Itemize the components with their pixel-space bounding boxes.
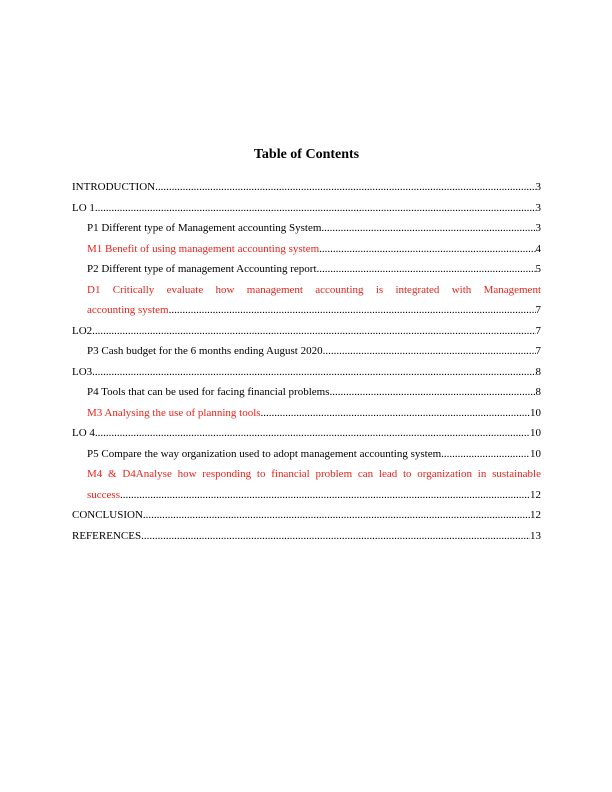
- toc-entry-page: 12: [530, 509, 541, 521]
- toc-entry-lo4[interactable]: [72, 423, 541, 444]
- toc-list: [72, 177, 541, 546]
- toc-entry-page: 12: [530, 488, 541, 501]
- toc-leader-dots: [321, 218, 535, 239]
- toc-leader-dots: [261, 403, 530, 424]
- toc-entry-text: INTRODUCTION: [72, 181, 156, 193]
- toc-entry-m3[interactable]: [72, 403, 541, 424]
- toc-leader-dots: [120, 485, 530, 506]
- toc-entry-text: LO 1: [72, 201, 95, 214]
- toc-entry-page: 7: [535, 324, 541, 337]
- toc-leader-dots: [441, 444, 530, 465]
- toc-entry-page: 7: [535, 304, 541, 316]
- toc-leader-dots: [317, 259, 536, 280]
- toc-entry-text-line2: success: [87, 488, 120, 501]
- toc-entry-page: 7: [535, 345, 541, 357]
- toc-entry-lo1[interactable]: [72, 198, 541, 219]
- toc-entry-conclusion[interactable]: [72, 505, 541, 526]
- toc-leader-dots: [95, 198, 536, 219]
- toc-entry-text: P1 Different type of Management accounting System: [87, 222, 322, 234]
- toc-entry-text-line1: M4 & D4Analyse how responding to financial problem can lead to organization in sustainable: [87, 468, 541, 480]
- toc-entry-text: LO2: [72, 324, 93, 337]
- toc-entry-introduction[interactable]: [72, 177, 541, 198]
- toc-entry-text-line2: accounting system: [87, 304, 169, 316]
- toc-entry-text: P3 Cash budget for the 6 months ending August 2020: [87, 345, 323, 357]
- toc-entry-page: 8: [535, 386, 541, 398]
- toc-entry-m1[interactable]: [72, 239, 541, 260]
- toc-entry-p5[interactable]: [72, 444, 541, 465]
- toc-entry-text: LO 4: [72, 427, 95, 439]
- toc-entry-p1[interactable]: [72, 218, 541, 239]
- toc-entry-text: LO3: [72, 365, 93, 378]
- toc-entry-page: 5: [535, 263, 541, 275]
- toc-leader-dots: [330, 382, 536, 403]
- toc-entry-lo3[interactable]: [72, 362, 541, 383]
- toc-leader-dots: [323, 341, 536, 362]
- toc-entry-references[interactable]: [72, 526, 541, 547]
- toc-entry-page: 8: [535, 365, 541, 378]
- toc-entry-p4[interactable]: [72, 382, 541, 403]
- toc-title: Table of Contents: [253, 147, 360, 162]
- toc-leader-dots: [319, 239, 535, 260]
- toc-entry-page: 10: [530, 427, 541, 439]
- toc-entry-page: 13: [530, 529, 541, 542]
- toc-entry-m4-d4[interactable]: [72, 464, 541, 505]
- toc-entry-text: P4 Tools that can be used for facing financial problems: [87, 386, 330, 398]
- toc-entry-page: 3: [535, 201, 541, 214]
- toc-entry-text: M1 Benefit of using management accounting system: [87, 242, 320, 255]
- toc-leader-dots: [143, 505, 530, 526]
- toc-entry-text-line1: D1 Critically evaluate how management accounting is integrated with Management: [87, 283, 541, 296]
- toc-entry-page: 10: [530, 406, 541, 419]
- toc-entry-text: M3 Analysing the use of planning tools: [87, 406, 261, 419]
- toc-entry-lo2[interactable]: [72, 321, 541, 342]
- toc-entry-page: 3: [535, 222, 541, 234]
- toc-leader-dots: [92, 321, 535, 342]
- toc-entry-d1[interactable]: [72, 280, 541, 321]
- toc-entry-text: REFERENCES: [72, 529, 142, 542]
- toc-entry-page: 10: [530, 447, 541, 460]
- toc-leader-dots: [141, 526, 530, 547]
- toc-leader-dots: [95, 423, 530, 444]
- toc-leader-dots: [92, 362, 535, 383]
- toc-entry-p2[interactable]: [72, 259, 541, 280]
- toc-entry-text: CONCLUSION: [72, 509, 143, 521]
- toc-leader-dots: [169, 300, 536, 321]
- toc-entry-p3[interactable]: [72, 341, 541, 362]
- document-page: [72, 145, 541, 546]
- toc-entry-text: P5 Compare the way organization used to adopt management accounting system: [87, 447, 442, 460]
- toc-entry-page: 4: [535, 242, 541, 255]
- toc-entry-page: 3: [535, 181, 541, 193]
- toc-entry-text: P2 Different type of management Accounting report: [87, 263, 317, 275]
- toc-leader-dots: [155, 177, 535, 198]
